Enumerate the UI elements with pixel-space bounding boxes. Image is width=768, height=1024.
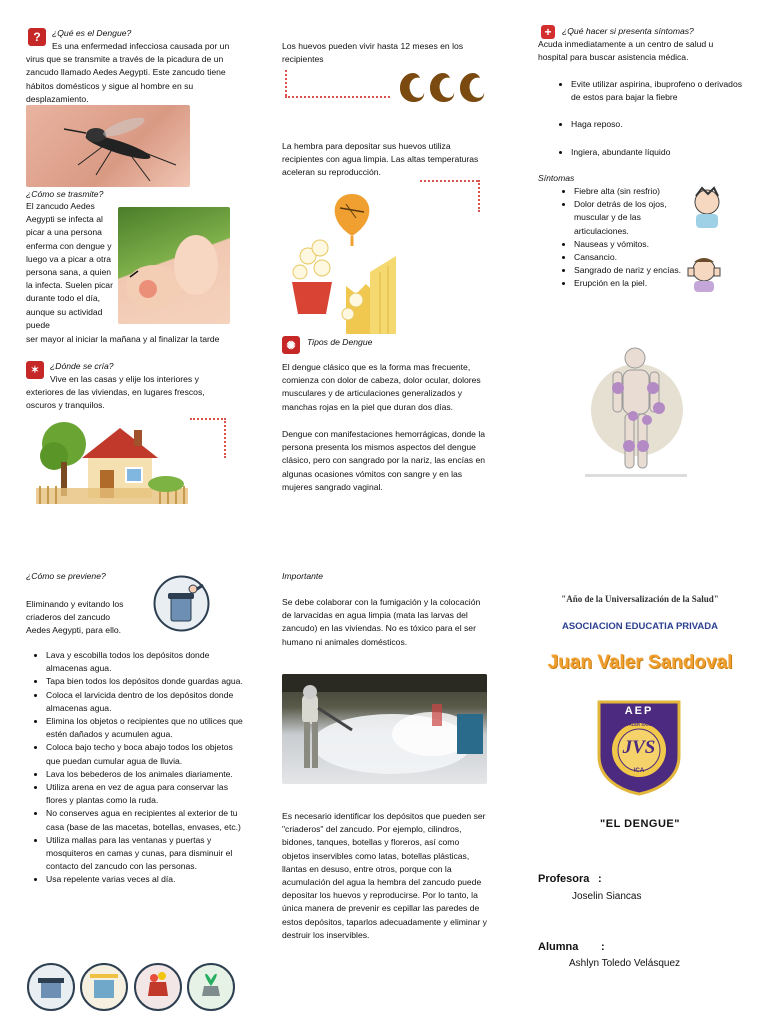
list-prevencion (28, 649, 248, 887)
profesora-separator: : (598, 873, 602, 885)
list-item: • Utiliza mallas para las ventanas y puertas y mosquiteros en camas y cunas, para disminuir el contacto del zancudo con las personas. (46, 834, 248, 874)
heading-que-es: ¿Qué es el Dengue? (52, 28, 132, 38)
list-item: • Haga reposo. (571, 118, 749, 131)
alumna-label: Alumna (538, 941, 579, 953)
prevention-icons-row (26, 962, 236, 1012)
heading-que-hacer: ¿Qué hacer si presenta síntomas? (562, 26, 694, 36)
list-item: • Elimina los objetos o recipientes que no utilices que estén dañados y acumulen agua. (46, 715, 248, 741)
paragraph-importante: Se debe colaborar con la fumigación y la colocación de larvacidas en agua limpia (mata las larvas del zancudo) en las viviendas. No es tóxico para el ser humano ni animales domésticos. (282, 597, 481, 647)
list-item: • Coloca bajo techo y boca abajo todos los objetos que puedan cumular agua de lluvia. (46, 741, 248, 767)
paragraph-huevos: Los huevos pueden vivir hasta 12 meses en los recipientes (282, 41, 464, 65)
list-sintomas (556, 185, 684, 291)
list-item: • Dolor detrás de los ojos, muscular y de las articulaciones. (574, 198, 684, 238)
list-item: • Tapa bien todos los depósitos donde guardas agua. (46, 675, 248, 688)
baby-bite-photo (118, 207, 230, 324)
trash-bin-icon (153, 575, 210, 632)
divider-dotted-house (190, 418, 226, 420)
sick-child-illustration-2 (684, 254, 724, 292)
list-que-hacer (553, 78, 749, 159)
virus-icon: ✺ (282, 336, 300, 354)
list-item: • Utiliza arena en vez de agua para conservar las flores y plantas como la ruda. (46, 781, 248, 807)
heading-como-trasmite: ¿Cómo se trasmite? (26, 189, 104, 199)
list-item: • Lava y escobilla todos los depósitos donde almacenas agua. (46, 649, 248, 675)
list-item: • Usa repelente varias veces al día. (46, 873, 248, 886)
heading-sintomas: Síntomas (538, 173, 575, 183)
paragraph-dengue-hemorragico: Dengue con manifestaciones hemorrágicas, donde la persona presenta los mismos aspectos del dengue clásico, pero con sangrado por la nariz, las encías en algunas ocasiones vómitos con sangre y en las mujeres sangrado vaginal. (282, 429, 486, 492)
list-item: • Nauseas y vómitos. (574, 238, 684, 251)
shield-bottom-text: ICA (633, 768, 645, 774)
list-item: • Ingiera, abundante líquido (571, 146, 749, 159)
paragraph-hembra: La hembra para depositar sus huevos utiliza recipientes con agua limpia. Las altas temperaturas aceleran su reproducción. (282, 141, 479, 178)
heading-como-previene: ¿Cómo se previene? (26, 571, 106, 581)
paragraph-que-hacer: Acuda inmediatamente a un centro de salud u hospital para buscar asistencia médica. (538, 39, 714, 63)
school-shield-logo (597, 700, 681, 796)
question-icon: ? (28, 28, 46, 46)
alumna-name: Ashlyn Toledo Velásquez (569, 958, 681, 969)
list-item: • No conserves agua en recipientes al exterior de tu casa (base de las macetas, botellas, envases, etc.) (46, 807, 248, 833)
list-item: • Cansancio. (574, 251, 684, 264)
mosquito-skin-photo (26, 105, 190, 187)
body-pain-illustration (585, 346, 687, 482)
divider-dotted-hembra (420, 180, 478, 182)
shield-top-text: AEP (624, 705, 654, 717)
school-name: Juan Valer Sandoval (547, 652, 733, 673)
heading-importante: Importante (282, 571, 324, 581)
profesora-name: Joselin Siancas (572, 891, 642, 902)
fumigation-photo (282, 674, 487, 784)
eggs-illustration (394, 66, 490, 110)
divider-dotted-hembra-v (478, 180, 480, 212)
list-item: • Evite utilizar aspirina, ibuprofeno o derivados de estos para bajar la fiebre (571, 78, 749, 104)
list-item: • Fiebre alta (sin resfrio) (574, 185, 684, 198)
heading-donde-cria: ¿Dónde se cría? (50, 361, 114, 371)
list-item: • Erupción en la piel. (574, 277, 684, 290)
house-illustration (36, 414, 188, 504)
paragraph-dengue-clasico: El dengue clásico que es la forma mas frecuente, comienza con dolor de cabeza, dolor ocular, dolores musculares y de articulaciones generalizados y manchas rojas en la piel que duran dos días. (282, 362, 481, 412)
paragraph-donde-cria: Vive en las casas y elije los interiores y exteriores de las viviendas, en lugares frescos, oscuros y tranquilos. (26, 374, 205, 411)
paragraph-que-es: Es una enfermedad infecciosa causada por un virus que se transmite a través de la picadura de un zancudo llamado Aedes Aegypti. Este zancudo tiene hábitos domésticos y sigue al hombre en su desplazamiento. (26, 41, 230, 104)
flower-vases-illustration (286, 186, 446, 334)
heading-tipos-dengue: Tipos de Dengue (307, 337, 373, 347)
year-motto: "Año de la Universalización de la Salud" (561, 594, 719, 604)
list-item: • Coloca el larvicida dentro de los depósitos donde almacenas agua. (46, 689, 248, 715)
document-title: "EL DENGUE" (600, 818, 680, 830)
paragraph-como-trasmite-end: ser mayor al iniciar la mañana y al finalizar la tarde (26, 334, 220, 344)
profesora-label: Profesora (538, 873, 590, 885)
divider-dotted-eggs (285, 96, 390, 98)
shield-monogram: JVS (622, 737, 656, 758)
sick-child-illustration-1 (688, 186, 726, 228)
list-item: • Lava los bebederos de los animales diariamente. (46, 768, 248, 781)
medical-cross-icon: + (541, 25, 555, 39)
divider-dotted-eggs-v (285, 70, 287, 96)
paragraph-como-trasmite: El zancudo Aedes Aegypti se infecta al picar a una persona enferma con dengue y luego va a picar a otra persona sana, a quien la infecta. Suelen picar durante todo el día, aunque su actividad puede (26, 201, 113, 330)
divider-dotted-house-v (224, 418, 226, 458)
mosquito-icon: ✶ (26, 361, 44, 379)
school-association: ASOCIACION EDUCATIA PRIVADA (561, 621, 719, 632)
paragraph-criaderos: Es necesario identificar los depósitos que pueden ser "criaderos" del zancudo. Por ejemplo, cilindros, bidones, tanques, botellas y floreros, así como objetos inservibles como latas, botellas plásticas, llantas en desuso, entre otros, porque con la acumulación del agua la hembra del zancudo puede depositar los huevos y reproducirse. Por lo tanto, la única manera de prevenir es cepillar las paredes de estos depósitos, taparlos adecuadamente y eliminar y destruir los inservibles. (282, 811, 487, 940)
shield-ring-text: JUAN VALER SANDOVAL (613, 722, 665, 727)
list-item: • Sangrado de nariz y encías. (574, 264, 684, 277)
alumna-separator: : (601, 941, 605, 953)
paragraph-previene-intro: Eliminando y evitando los criaderos del zancudo Aedes Aegypti, para ello. (26, 599, 124, 636)
